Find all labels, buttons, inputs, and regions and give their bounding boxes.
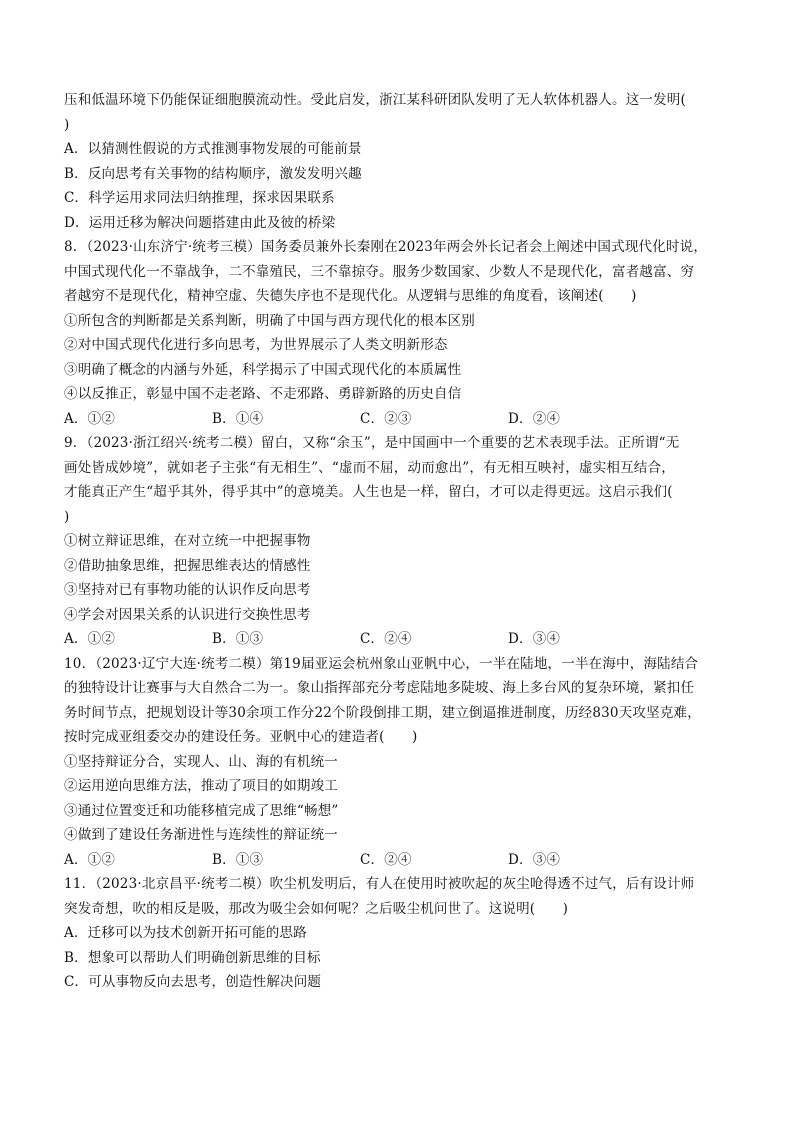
option-c: C．②④ [360, 631, 412, 647]
option-c: C．②③ [360, 410, 412, 427]
statement-1: ①坚持辩证分合，实现人、山、海的有机统一 [64, 753, 338, 770]
question-9-stem-line: 9．（2023·浙江绍兴·统考二模）留白，又称“余玉”，是中国画中一个重要的艺术表现手法。正所谓“无 [64, 435, 680, 451]
option-b: B．①④ [212, 410, 264, 427]
option-b: B．反向思考有关事物的结构顺序，激发发明兴趣 [64, 165, 362, 182]
question-10-stem-line: 10．（2023·辽宁大连·统考二模）第19届亚运会杭州象山亚帆中心，一半在陆地，一半在海中，海陆结合 [64, 655, 699, 672]
statement-4: ④以反推正，彰显中国不走老路、不走邪路、勇辟新路的历史自信 [64, 386, 462, 402]
question-10-options [64, 848, 744, 873]
question-9-stem-line: ) [64, 508, 70, 525]
statement-2: ②对中国式现代化进行多向思考，为世界展示了人类文明新形态 [64, 337, 448, 353]
option-a: A．①② [64, 631, 116, 647]
option-a: A．①② [64, 851, 116, 868]
exam-page [64, 88, 744, 995]
option-a: A．①② [64, 410, 116, 427]
statement-3: ③通过位置变迁和功能移植完成了思维“畅想” [64, 802, 339, 819]
option-b: B．想象可以帮助人们明确创新思维的目标 [64, 949, 321, 966]
question-7-stem-line: ) [64, 116, 70, 133]
statement-3: ③明确了概念的内涵与外延，科学揭示了中国式现代化的本质属性 [64, 361, 462, 378]
option-d: D．③④ [508, 851, 561, 868]
question-10-stem-line: 务时间节点，把规划设计等30余项工作分22个阶段倒排工期，建立倒逼推进制度，历经830天攻坚克难， [64, 704, 701, 721]
option-d: D．②④ [508, 410, 561, 427]
option-d: D．运用迁移为解决问题搭建由此及彼的桥梁 [64, 214, 336, 231]
question-8 [64, 235, 744, 431]
statement-3: ③坚持对已有事物功能的认识作反向思考 [64, 582, 311, 598]
question-10-stem-line: 的独特设计让赛事与大自然合二为一。象山指挥部充分考虑陆地多陡坡、海上多台风的复杂环境，紧扣任 [64, 680, 695, 696]
option-c: C．②④ [360, 851, 412, 868]
question-11 [64, 872, 744, 995]
question-8-stem-line: 者越穷不是现代化，精神空虚、失德失序也不是现代化。从逻辑与思维的角度看，该阐述( ) [64, 288, 637, 304]
option-d: D．③④ [508, 631, 561, 647]
option-c: C．可从事物反向去思考，创造性解决问题 [64, 974, 322, 990]
statement-4: ④做到了建设任务渐进性与连续性的辩证统一 [64, 827, 338, 843]
question-7-tail [64, 88, 744, 235]
question-10 [64, 652, 744, 873]
question-10-stem-line: 按时完成亚组委交办的建设任务。亚帆中心的建造者( ) [64, 729, 418, 745]
question-9 [64, 431, 744, 652]
question-7-stem-line: 压和低温环境下仍能保证细胞膜流动性。受此启发，浙江某科研团队发明了无人软体机器人。这一发明( [64, 92, 686, 108]
option-c: C．科学运用求同法归纳推理，探求因果联系 [64, 190, 335, 206]
option-a: A．迁移可以为技术创新开拓可能的思路 [64, 925, 307, 941]
option-b: B．①③ [212, 631, 264, 647]
question-9-options [64, 627, 744, 652]
question-9-stem-line: 画处皆成妙境”，就如老子主张“有无相生”、“虚而不屈，动而愈出”，有无相互映衬，虚实相互结合， [64, 459, 675, 476]
option-b: B．①③ [212, 851, 264, 868]
statement-2: ②借助抽象思维，把握思维表达的情感性 [64, 557, 311, 574]
question-9-stem-line: 才能真正产生“超乎其外，得乎其中”的意境美。人生也是一样，留白，才可以走得更远。这启示我们( [64, 484, 673, 500]
statement-1: ①所包含的判断都是关系判断，明确了中国与西方现代化的根本区别 [64, 312, 475, 329]
question-8-stem-line: 中国式现代化一不靠战争，二不靠殖民，三不靠掠夺。服务少数国家、少数人不是现代化，富者越富、穷 [64, 263, 695, 280]
question-8-stem-line: 8．（2023·山东济宁·统考三模）国务委员兼外长秦刚在2023年两会外长记者会上阐述中国式现代化时说， [64, 239, 708, 255]
statement-2: ②运用逆向思维方法，推动了项目的如期竣工 [64, 778, 338, 794]
statement-1: ①树立辩证思维，在对立统一中把握事物 [64, 533, 311, 549]
question-11-stem-line: 突发奇想，吹的相反是吸，那改为吸尘会如何呢？之后吸尘机问世了。这说明( ) [64, 900, 569, 917]
option-a: A．以猜测性假说的方式推测事物发展的可能前景 [64, 141, 362, 157]
question-8-options [64, 407, 744, 432]
statement-4: ④学会对因果关系的认识进行交换性思考 [64, 606, 311, 623]
question-11-stem-line: 11．（2023·北京昌平·统考二模）吹尘机发明后，有人在使用时被吹起的灰尘呛得透不过气，后有设计师 [64, 876, 695, 892]
